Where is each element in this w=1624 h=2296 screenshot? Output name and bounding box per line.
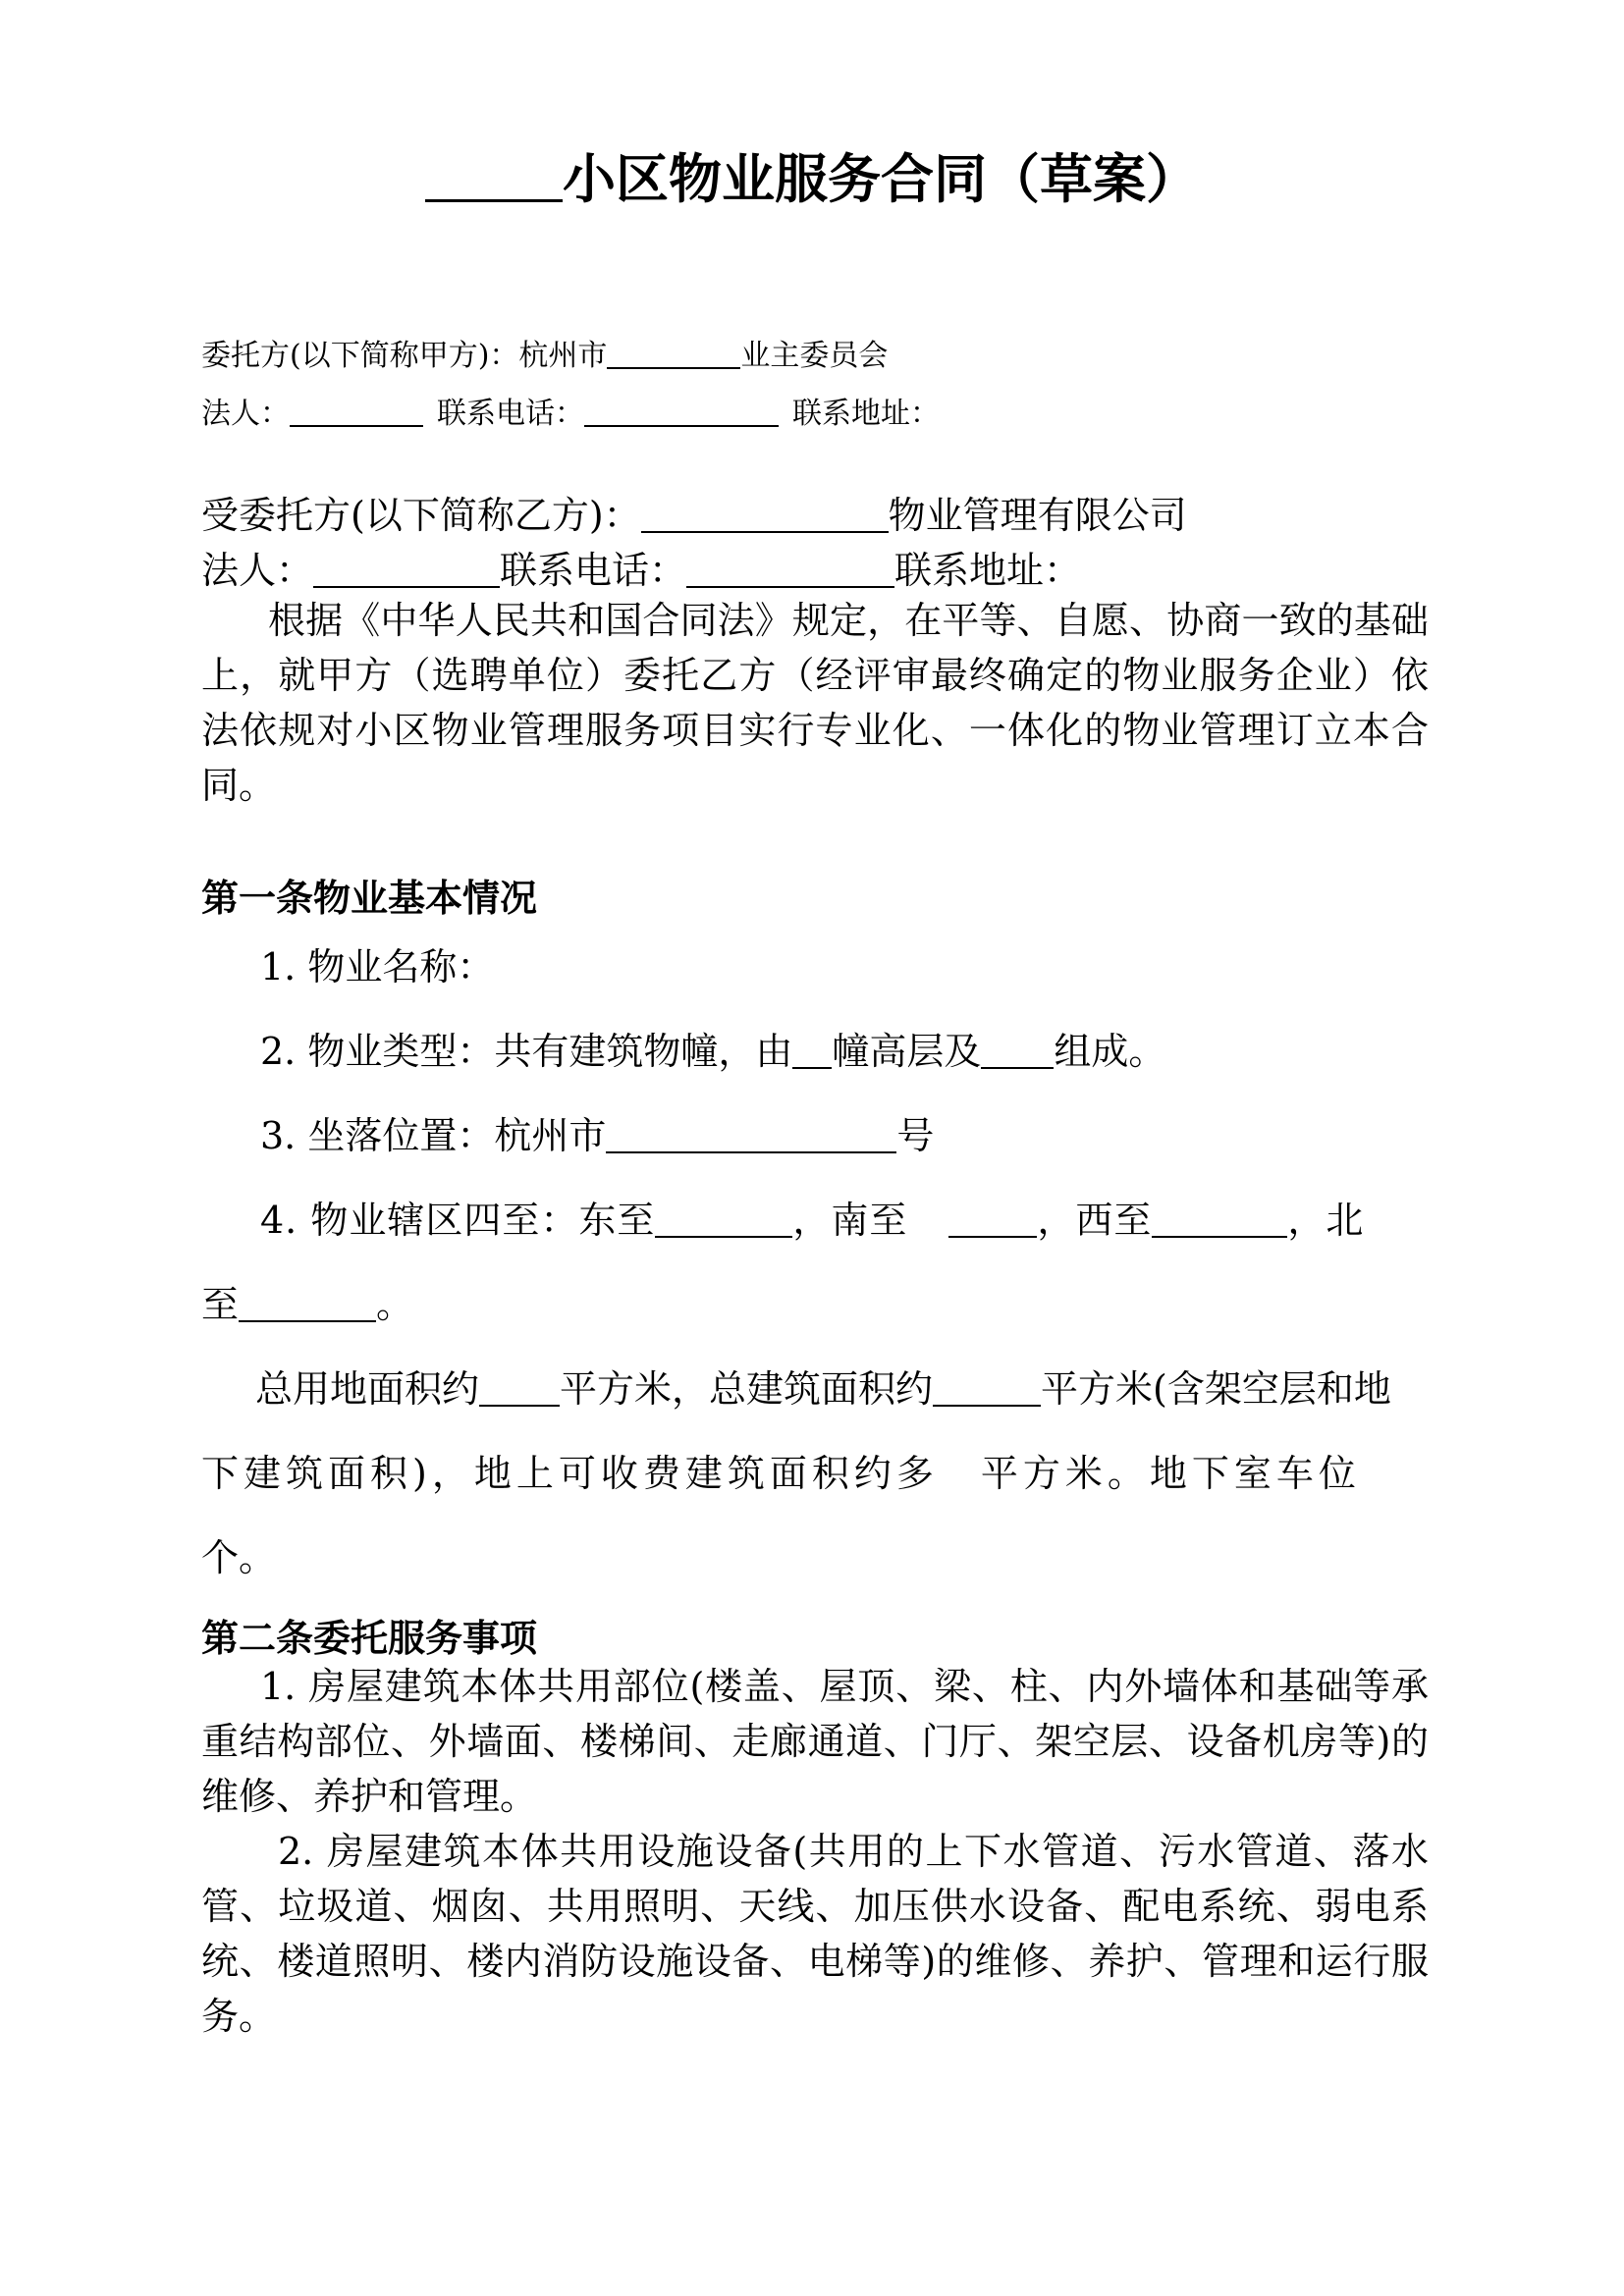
item4-east-blank[interactable] [655,1199,792,1238]
article2-item1: 1. 房屋建筑本体共用部位(楼盖、屋顶、梁、柱、内外墙体和基础等承重结构部位、外墙面、楼梯间、走廊通道、门厅、架空层、设备机房等)的维修、养护和管理。 [201,1665,1429,1818]
party-b-legal-label: 法人： [201,549,314,592]
item3-text-a: 3. 坐落位置：杭州市 [260,1114,607,1157]
area-line-1 [255,1359,1391,1413]
item4-text-b: ，南至 [792,1199,908,1242]
party-a-label: 委托方(以下简称甲方)：杭州市 [201,339,608,373]
item4-text-a: 4. 物业辖区四至：东至 [260,1199,656,1242]
title-blank[interactable] [425,146,563,202]
party-a-line [201,331,888,374]
area-text-b: 平方米，总建筑面积约 [560,1367,934,1411]
article2-item2: 2. 房屋建筑本体共用设施设备(共用的上下水管道、污水管道、落水管、垃圾道、烟囱、共用照明、天线、加压供水设备、配电系统、弱电系统、楼道照明、楼内消防设施设备、电梯等)的维修、养护、管理和运行服务。 [201,1830,1429,2038]
area-text-a: 总用地面积约 [255,1367,480,1411]
item2-text-a: 2. 物业类型：共有建筑物幢，由 [260,1030,793,1073]
party-a-phone-blank[interactable] [584,396,779,427]
document-title [0,137,1624,213]
item4-south-blank[interactable] [948,1199,1037,1238]
party-b-line [201,485,1187,539]
item4-text-d: ，北 [1287,1199,1365,1242]
article1-item4-cont [201,1274,413,1328]
party-b-legal-blank[interactable] [313,549,500,588]
land-area-blank[interactable] [479,1367,560,1407]
party-b-phone-label: 联系电话： [500,549,687,592]
item4-text-e: 至 [201,1283,240,1326]
area-line-2: 下建筑面积)，地上可收费建筑面积约多 平方米。地下室车位 [201,1452,1361,1495]
party-b-address-label: 联系地址： [894,549,1082,592]
party-a-city-blank[interactable] [607,338,740,369]
party-a-address-label: 联系地址： [792,397,940,431]
item4-text-f: 。 [376,1283,414,1326]
item2-other-blank[interactable] [981,1030,1054,1069]
article1-heading: 第一条物业基本情况 [201,877,538,920]
item2-high-rise-blank[interactable] [792,1030,832,1069]
article1-item1: 1. 物业名称： [260,945,495,988]
party-a-suffix: 业主委员会 [740,339,889,373]
article2-heading: 第二条委托服务事项 [201,1617,538,1660]
area-line-3: 个。 [201,1536,277,1579]
item2-text-c: 组成。 [1054,1030,1166,1073]
party-b-contact-line [201,540,1081,594]
item3-address-blank[interactable] [606,1114,896,1153]
party-a-contact-line [201,389,940,432]
intro-paragraph: 根据《中华人民共和国合同法》规定，在平等、自愿、协商一致的基础上，就甲方（选聘单位）委托乙方（经评审最终确定的物业服务企业）依法依规对小区物业管理服务项目实行专业化、一体化的物业管理订立本合同。 [201,599,1429,807]
area-text-c: 平方米(含架空层和地 [1041,1367,1391,1411]
item4-west-blank[interactable] [1152,1199,1287,1238]
title-text: 小区物业服务合同（草案） [563,148,1199,210]
item4-north-blank[interactable] [239,1283,376,1322]
item3-text-b: 号 [896,1114,935,1157]
party-a-legal-blank[interactable] [290,396,423,427]
party-b-suffix: 物业管理有限公司 [888,494,1187,537]
article1-item4 [260,1190,1364,1244]
party-a-legal-label: 法人： [201,397,290,431]
item4-text-c: ，西至 [1037,1199,1153,1242]
party-b-label: 受委托方(以下简称乙方)： [201,494,641,537]
article1-item2 [260,1021,1165,1075]
party-b-phone-blank[interactable] [686,549,894,588]
building-area-blank[interactable] [933,1367,1041,1407]
party-b-company-blank[interactable] [641,494,889,533]
article1-item3 [260,1105,934,1159]
item2-text-b: 幢高层及 [832,1030,982,1073]
party-a-phone-label: 联系电话： [437,397,584,431]
